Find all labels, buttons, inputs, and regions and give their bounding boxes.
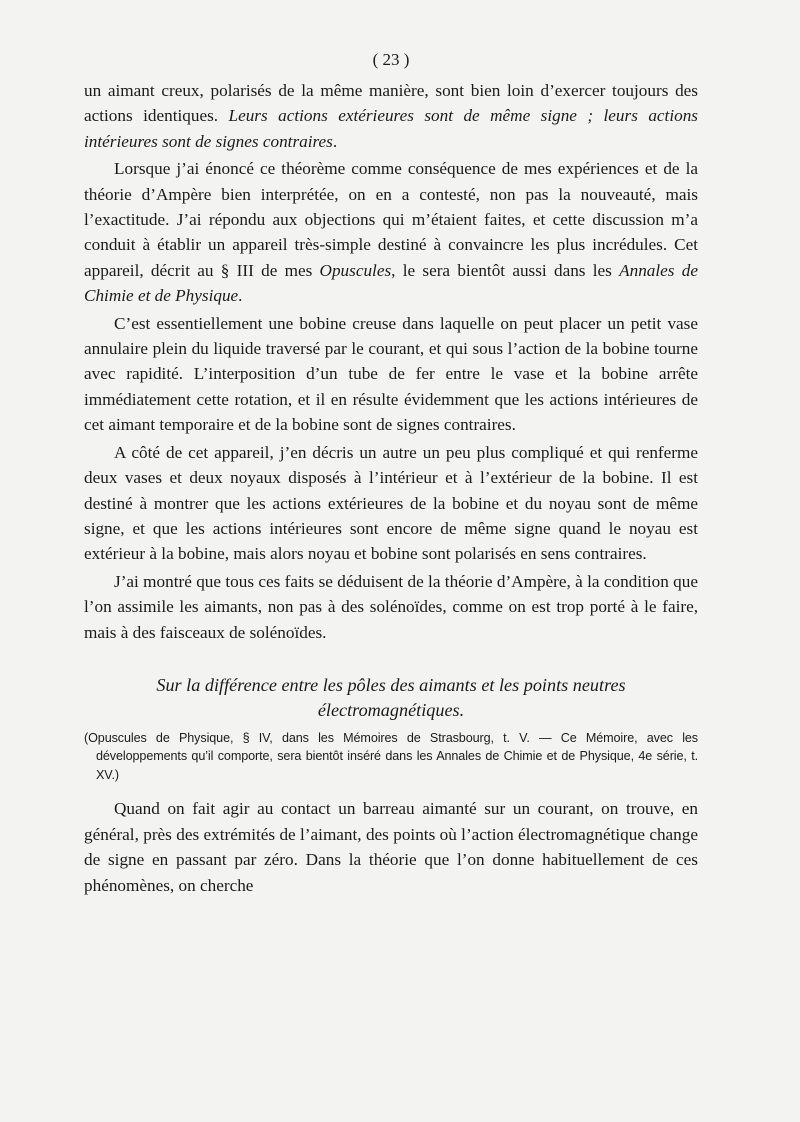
paragraph-2-text: Lorsque j’ai énoncé ce théorème comme conséquence de mes expériences et de la théorie d’Ampère bien interprétée, on en a contesté, non pas la nouveauté, mais l’exactitude. J’ai répondu aux objections qui m’étaient faites, et cette discussion m’a conduit à établir un appareil très-simple destiné à convaincre les plus incrédules. Cet appareil, décrit au § III de mes	[84, 159, 698, 280]
paragraph-1-end: .	[332, 131, 338, 151]
paragraph-2-italic-2: Annales de Chimie et de Physique	[84, 260, 698, 306]
paragraph-6: Quand on fait agir au contact un barreau aimanté sur un courant, on trouve, en général, près des extrémités de l’aimant, des points où l’action électromagnétique change de signe en passant par zéro. Dans la théorie que l’on donne habituellement de ces phénomènes, on cherche	[84, 799, 698, 895]
paragraph-1-text: un aimant creux, polarisés de la même manière, sont bien loin d’exercer toujours des actions identiques.	[84, 81, 698, 126]
paragraph-2	[84, 156, 698, 308]
paragraph-4: A côté de cet appareil, j’en décris un autre un peu plus compliqué et qui renferme deux vases et deux noyaux disposés à l’intérieur et à l’extérieur de la bobine. Il est destiné à montrer que les actions extérieures de la bobine et du noyau sont de même signe, et que les actions intérieures sont encore de même signe quand le noyau est extérieur à la bobine, mais alors noyau et bobine sont polarisés en sens contraires.	[84, 442, 698, 564]
paragraph-3: C’est essentiellement une bobine creuse dans laquelle on peut placer un petit vase annulaire plein du liquide traversé par le courant, et qui sous l’action de la bobine tourne avec rapidité. L’interposition d’un tube de fer entre le vase et la bobine arrête immédiatement cette rotation, et il en résulte évidemment que les actions intérieures de cet aimant temporaire et de la bobine sont de signes contraires.	[84, 313, 698, 435]
page-number: ( 23 )	[372, 50, 410, 69]
page-content	[84, 48, 698, 900]
paragraph-2-end: .	[238, 286, 243, 306]
paragraph-2-italic-1: Opuscules	[319, 260, 392, 280]
paragraph-2-mid: , le sera bientôt aussi dans les	[391, 260, 620, 280]
paragraph-1-italic: Leurs actions extérieures sont de même signe ; leurs actions intérieures sont de signes contraires	[84, 106, 698, 151]
paragraph-5: J’ai montré que tous ces faits se déduisent de la théorie d’Ampère, à la condition que l’on assimile les aimants, non pas à des solénoïdes, comme on est trop porté à le faire, mais à des faisceaux de solénoïdes.	[84, 571, 698, 642]
section-heading: Sur la différence entre les pôles des aimants et les points neutres électromagnétiques.	[156, 674, 626, 720]
paragraph-1	[84, 78, 698, 154]
section-note: (Opuscules de Physique, § IV, dans les Mémoires de Strasbourg, t. V. — Ce Mémoire, avec les développements qu’il comporte, sera bientôt inséré dans les Annales de Chimie et de Physique, 4e série, t. XV.)	[84, 730, 698, 782]
